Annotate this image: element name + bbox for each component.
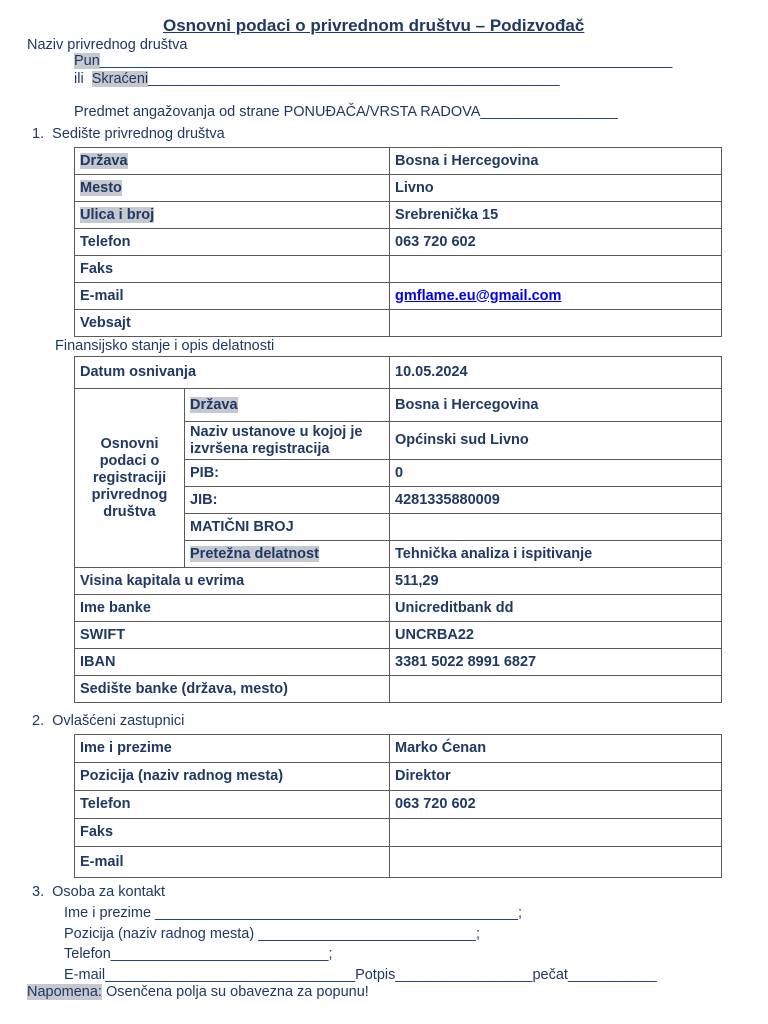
reg-institution-value[interactable]: Općinski sud Livno bbox=[390, 422, 722, 460]
table-row bbox=[75, 283, 722, 310]
email-label: E-mail bbox=[75, 283, 390, 310]
phone-label: Telefon bbox=[75, 229, 390, 256]
label-cell bbox=[75, 175, 390, 202]
country-value[interactable]: Bosna i Hercegovina bbox=[390, 148, 722, 175]
contact-email-signature-line[interactable]: E-mail_______________________________Potpis_________________pečat___________ bbox=[64, 967, 657, 983]
contact-position-line[interactable]: Pozicija (naziv radnog mesta) ___________________________; bbox=[64, 926, 480, 942]
engagement-line[interactable]: Predmet angažovanja od strane PONUĐAČA/VRSTA RADOVA_________________ bbox=[74, 104, 618, 120]
table-row bbox=[75, 791, 722, 819]
table-row bbox=[75, 568, 722, 595]
table-row bbox=[75, 175, 722, 202]
finance-heading: Finansijsko stanje i opis delatnosti bbox=[55, 338, 275, 354]
section2-number: 2. bbox=[32, 713, 45, 729]
country-label: Država bbox=[80, 152, 128, 169]
table-row bbox=[75, 389, 722, 422]
section3-heading bbox=[32, 884, 165, 900]
section1-number: 1. bbox=[32, 126, 45, 142]
full-name-label: Pun bbox=[74, 53, 100, 69]
iban-label: IBAN bbox=[75, 649, 390, 676]
bank-name-label: Ime banke bbox=[75, 595, 390, 622]
full-name-row[interactable] bbox=[74, 53, 672, 69]
reg-country-label: Država bbox=[190, 396, 238, 413]
bank-seat-value[interactable] bbox=[390, 676, 722, 703]
table-row bbox=[75, 229, 722, 256]
table-row bbox=[75, 595, 722, 622]
company-name-label: Naziv privrednog društva bbox=[27, 37, 188, 53]
note-text: Osenčena polja su obavezna za popunu! bbox=[101, 984, 369, 1000]
city-label: Mesto bbox=[80, 179, 122, 196]
table-row bbox=[75, 649, 722, 676]
section3-title: Osoba za kontakt bbox=[52, 884, 165, 900]
pib-label: PIB: bbox=[185, 460, 390, 487]
registry-number-value[interactable] bbox=[390, 514, 722, 541]
street-value[interactable]: Srebrenička 15 bbox=[390, 202, 722, 229]
swift-label: SWIFT bbox=[75, 622, 390, 649]
table-row bbox=[75, 819, 722, 847]
finance-table bbox=[74, 356, 722, 703]
or-label: ili bbox=[74, 71, 84, 87]
fax-label: Faks bbox=[75, 256, 390, 283]
bank-seat-label: Sedište banke (država, mesto) bbox=[75, 676, 390, 703]
table-row bbox=[75, 676, 722, 703]
website-value[interactable] bbox=[390, 310, 722, 337]
short-name-label: Skraćeni bbox=[91, 71, 149, 87]
label-cell bbox=[185, 389, 390, 422]
section1-title: Sedište privrednog društva bbox=[52, 126, 225, 142]
note bbox=[27, 984, 369, 1000]
jib-label: JIB: bbox=[185, 487, 390, 514]
swift-value[interactable]: UNCRBA22 bbox=[390, 622, 722, 649]
email-link[interactable]: gmflame.eu@gmail.com bbox=[395, 287, 562, 304]
registry-number-label: MATIČNI BROJ bbox=[185, 514, 390, 541]
headquarters-table bbox=[74, 147, 722, 337]
table-row bbox=[75, 148, 722, 175]
capital-label: Visina kapitala u evrima bbox=[75, 568, 390, 595]
rep-phone-label: Telefon bbox=[75, 791, 390, 819]
section1-heading bbox=[32, 126, 225, 142]
table-row bbox=[75, 202, 722, 229]
representatives-table bbox=[74, 734, 722, 878]
website-label: Vebsajt bbox=[75, 310, 390, 337]
city-value[interactable]: Livno bbox=[390, 175, 722, 202]
rep-email-label: E-mail bbox=[75, 847, 390, 878]
short-name-line: ___________________________________________________ bbox=[148, 71, 560, 87]
registration-group-label: Osnovni podaci o registraciji privrednog društva bbox=[75, 389, 185, 568]
table-row bbox=[75, 847, 722, 878]
table-row bbox=[75, 256, 722, 283]
label-cell bbox=[185, 541, 390, 568]
table-row bbox=[75, 735, 722, 763]
main-activity-label: Pretežna delatnost bbox=[190, 545, 319, 562]
pib-value[interactable]: 0 bbox=[390, 460, 722, 487]
label-cell bbox=[75, 148, 390, 175]
section2-title: Ovlašćeni zastupnici bbox=[52, 713, 185, 729]
email-value-cell bbox=[390, 283, 722, 310]
main-activity-value[interactable]: Tehnička analiza i ispitivanje bbox=[390, 541, 722, 568]
rep-fax-label: Faks bbox=[75, 819, 390, 847]
founding-value[interactable]: 10.05.2024 bbox=[390, 357, 722, 389]
section2-heading bbox=[32, 713, 184, 729]
table-row bbox=[75, 763, 722, 791]
table-row bbox=[75, 310, 722, 337]
table-row bbox=[75, 357, 722, 389]
rep-email-value[interactable] bbox=[390, 847, 722, 878]
rep-name-value[interactable]: Marko Ćenan bbox=[390, 735, 722, 763]
founding-label: Datum osnivanja bbox=[75, 357, 390, 389]
contact-phone-line[interactable]: Telefon___________________________; bbox=[64, 946, 333, 962]
rep-phone-value[interactable]: 063 720 602 bbox=[390, 791, 722, 819]
rep-fax-value[interactable] bbox=[390, 819, 722, 847]
iban-value[interactable]: 3381 5022 8991 6827 bbox=[390, 649, 722, 676]
contact-name-line[interactable]: Ime i prezime _____________________________________________; bbox=[64, 905, 522, 921]
phone-value[interactable]: 063 720 602 bbox=[390, 229, 722, 256]
page-title: Osnovni podaci o privrednom društvu – Podizvođač bbox=[163, 16, 585, 35]
reg-country-value[interactable]: Bosna i Hercegovina bbox=[390, 389, 722, 422]
section3-number: 3. bbox=[32, 884, 45, 900]
table-row bbox=[75, 622, 722, 649]
reg-institution-label: Naziv ustanove u kojoj je izvršena registracija bbox=[185, 422, 390, 460]
short-name-row[interactable] bbox=[74, 71, 559, 87]
bank-name-value[interactable]: Unicreditbank dd bbox=[390, 595, 722, 622]
rep-position-value[interactable]: Direktor bbox=[390, 763, 722, 791]
fax-value[interactable] bbox=[390, 256, 722, 283]
label-cell bbox=[75, 202, 390, 229]
street-label: Ulica i broj bbox=[80, 206, 155, 223]
note-label: Napomena: bbox=[27, 984, 102, 1000]
full-name-line: _______________________________________________________________________ bbox=[99, 53, 673, 69]
jib-value[interactable]: 4281335880009 bbox=[390, 487, 722, 514]
rep-name-label: Ime i prezime bbox=[75, 735, 390, 763]
rep-position-label: Pozicija (naziv radnog mesta) bbox=[75, 763, 390, 791]
capital-value[interactable]: 511,29 bbox=[390, 568, 722, 595]
